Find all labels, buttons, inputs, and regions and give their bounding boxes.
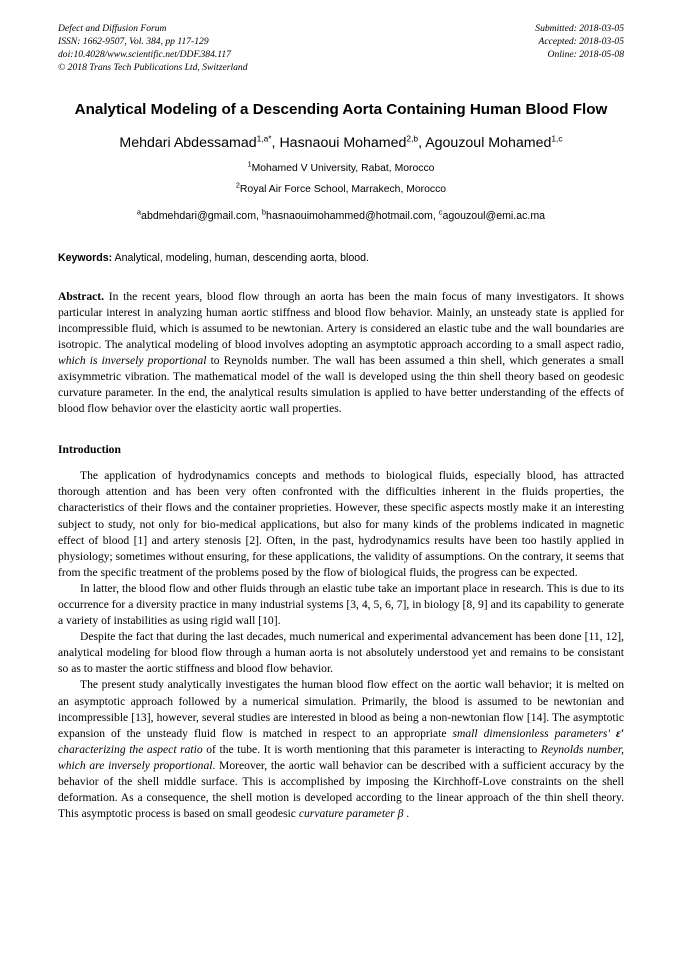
paragraph-part2: of the tube. It is worth mentioning that this parameter is interacting to <box>202 742 541 756</box>
journal-copyright: © 2018 Trans Tech Publications Ltd, Switzerland <box>58 62 248 73</box>
paragraph-emphasis-4: curvature parameter β <box>298 807 404 821</box>
abstract-block <box>58 289 624 418</box>
affiliation-line <box>58 180 624 197</box>
submitted-date: Submitted: 2018-03-05 <box>535 23 624 34</box>
email-address[interactable]: hasnaouimohammed@hotmail.com <box>266 209 433 222</box>
affiliation-marker: 1 <box>247 159 252 169</box>
paragraph-emphasis-2: characterizing the aspect ratio <box>58 742 203 756</box>
paragraph-part4: . <box>403 807 410 821</box>
paragraph <box>58 677 624 822</box>
journal-issn-volume: ISSN: 1662-9507, Vol. 384, pp 117-129 <box>58 36 209 47</box>
email-marker: c <box>438 206 443 216</box>
journal-header-left <box>58 22 248 74</box>
paragraph-emphasis-3: Reynolds number, which are inversely proportional <box>58 742 624 772</box>
keywords-line <box>58 251 624 265</box>
keywords-label: Keywords: <box>58 251 113 264</box>
affiliation-marker: 2 <box>235 180 240 190</box>
author-name: Agouzoul Mohamed <box>425 134 552 151</box>
paragraph-part3: . Moreover, the aortic wall behavior can be described with a sufficient accuracy by the behavior of the shell middle surface. This is accomplished by imposing the Kirchhoff-Love constraints on the shell deformation. As a consequence, the shell motion is developed according to the linear approach of the thin shell theory. This asymptotic process is based on small geodesic <box>58 758 624 821</box>
section-heading-introduction: Introduction <box>58 443 121 457</box>
journal-header <box>58 22 624 74</box>
online-date: Online: 2018-05-08 <box>547 49 624 60</box>
author-affiliation-marker: 1,a* <box>256 132 272 143</box>
keywords-text: Analytical, modeling, human, descending aorta, blood. <box>114 251 369 264</box>
affiliation-text: Royal Air Force School, Marrakech, Morocco <box>239 183 447 195</box>
affiliation-text: Mohamed V University, Rabat, Morocco <box>251 162 435 174</box>
journal-name: Defect and Diffusion Forum <box>58 23 167 34</box>
email-marker: a <box>136 206 142 216</box>
author-list: Mehdari Abdessamad$^{1,a*}$, Hasnaoui Mohamed$^{2,b}$, Agouzoul Mohamed$^{1,c}$ <box>119 132 563 151</box>
paragraph-part1: The present study analytically investigates the human blood flow effect on the aortic wall behavior; it is melted on an asymptotic approach followed by a numerical simulation. Primarily, the blood is assumed to be newtonian and incompressible [13], however, several studies are interested in blood as being a non-newtonian flow [14]. The asymptotic expansion of the unsteady fluid flow is matched in respect to an appropriate <box>58 678 624 740</box>
author-name: Mehdari Abdessamad <box>119 134 257 151</box>
paragraph: In latter, the blood flow and other fluids through an elastic tube take an important place in research. This is due to its occurrence for a diversity practice in many industrial systems [3, 4, 5, 6, 7], in biology [8, 9] and its capability to generate a variety of instabilities as using rigid wall [10]. <box>58 581 624 628</box>
abstract-text-part2: to Reynolds number. The wall has been assumed a thin shell, which generates a small axisymmetric vibration. The mathematical model of the wall is developed using the thin shell theory based on geodesic curvature parameter. In the end, the analytical results simulation is applied to have better understanding of the effects of blood flow behavior over the elasticity aortic wall properties. <box>58 353 624 416</box>
email-address[interactable]: abdmehdari@gmail.com <box>141 209 257 222</box>
author-affiliation-marker: 1,c <box>551 132 563 143</box>
email-marker: b <box>261 206 267 216</box>
author-affiliation-marker: 2,b <box>406 132 419 143</box>
author-emails: $^a$abdmehdari@gmail.com, $^b$hasnaouimohammed@hotmail.com, $^c$agouzoul@emi.ac.ma <box>136 206 546 222</box>
author-name: Hasnaoui Mohamed <box>279 134 407 151</box>
epsilon-symbol: ε′ <box>615 726 624 740</box>
email-address[interactable]: agouzoul@emi.ac.ma <box>442 209 546 222</box>
page-title: Analytical Modeling of a Descending Aorta Containing Human Blood Flow <box>74 101 608 118</box>
affiliation-line <box>58 159 624 176</box>
abstract-text-part1: In the recent years, blood flow through an aorta has been the main focus of many investigators. It shows particular interest in analyzing human aortic stiffness and blood flow behavior. Mainly, an unsteady state is applied for incompressible fluid, which is assumed to be newtonian. Artery is considered an elastic tube and the wall boundaries are isotropic. The analytical modeling of blood involves adopting an asymptotic approach according to a small aspect radio, <box>58 289 624 351</box>
journal-doi: doi:10.4028/www.scientific.net/DDF.384.117 <box>58 49 231 60</box>
paragraph-emphasis-1: small dimensionless parameters′ <box>452 726 616 740</box>
journal-header-right <box>535 22 624 61</box>
paragraph: Despite the fact that during the last decades, much numerical and experimental advancement has been done [11, 12], analytical modeling for blood flow through a human aorta is not absolutely understood yet and remains to be consistant so as to master the aortic stiffness and blood flow behavior. <box>58 630 624 676</box>
abstract-label: Abstract. <box>58 289 105 303</box>
abstract-emphasis-1: which is inversely proportional <box>58 353 207 367</box>
accepted-date: Accepted: 2018-03-05 <box>538 36 624 47</box>
paragraph: The application of hydrodynamics concepts and methods to biological fluids, especially blood, has attracted thorough attention and has been very often confronted with the difficulties inherent in the fluids properties, the characteristics of their flows and the container proprieties. However, these specific aspects mostly make it an interesting subject to study, not only for bio-medical applications, but also for many kinds of the problems indicated in magnetic effect of blood [1] and artery stenosis [2]. Often, in the past, hydrodynamics results have been too hastily applied in physiology; sometimes without ensuring, for these applications, the validity of assumptions. On the contrary, it seems that from the specific treatment of the problems posed by the flow of biological fluids, the progress can be expected. <box>58 469 624 579</box>
